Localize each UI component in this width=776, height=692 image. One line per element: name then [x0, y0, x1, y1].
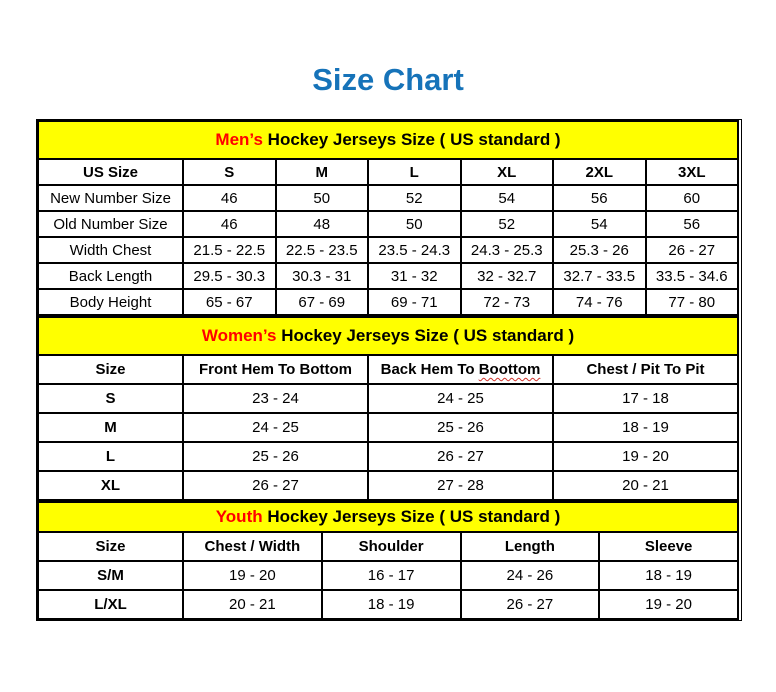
row-label: Width Chest: [38, 237, 183, 263]
column-header: 3XL: [646, 159, 739, 185]
size-value-cell: 26 - 27: [646, 237, 739, 263]
table-row: [38, 211, 738, 237]
womens-title-rest: Hockey Jerseys Size ( US standard ): [276, 326, 575, 345]
size-value-cell: 19 - 20: [599, 590, 738, 619]
row-label: S/M: [38, 561, 183, 590]
column-header: M: [276, 159, 369, 185]
column-header: Chest / Pit To Pit: [553, 355, 738, 384]
row-label: S: [38, 384, 183, 413]
mens-table-title: [38, 121, 738, 159]
size-value-cell: 18 - 19: [322, 590, 461, 619]
size-value-cell: 50: [276, 185, 369, 211]
size-value-cell: 31 - 32: [368, 263, 461, 289]
column-header: Sleeve: [599, 532, 738, 561]
table-row: [38, 263, 738, 289]
womens-title-accent: Women’s: [201, 326, 277, 345]
youth-title-rest: Hockey Jerseys Size ( US standard ): [262, 507, 561, 526]
table-row: [38, 317, 738, 355]
size-value-cell: 50: [368, 211, 461, 237]
size-value-cell: 32.7 - 33.5: [553, 263, 646, 289]
table-row: [38, 185, 738, 211]
size-value-cell: 24 - 25: [183, 413, 368, 442]
womens-table-title: [38, 317, 738, 355]
row-label: L: [38, 442, 183, 471]
table-row: [38, 121, 738, 159]
size-value-cell: 25.3 - 26: [553, 237, 646, 263]
youth-size-table: [37, 501, 739, 620]
mens-title-rest: Hockey Jerseys Size ( US standard ): [262, 130, 561, 149]
size-value-cell: 24 - 25: [368, 384, 553, 413]
table-row: [38, 413, 738, 442]
size-value-cell: 67 - 69: [276, 289, 369, 315]
table-row: [38, 384, 738, 413]
column-header: [368, 355, 553, 384]
womens-header-row: [38, 355, 738, 384]
table-row: [38, 561, 738, 590]
size-value-cell: 23 - 24: [183, 384, 368, 413]
page-title: Size Chart: [312, 62, 464, 97]
table-row: [38, 237, 738, 263]
size-value-cell: 26 - 27: [461, 590, 600, 619]
table-row: [38, 289, 738, 315]
size-value-cell: 26 - 27: [368, 442, 553, 471]
size-value-cell: 19 - 20: [183, 561, 322, 590]
size-value-cell: 48: [276, 211, 369, 237]
row-label: M: [38, 413, 183, 442]
size-value-cell: 27 - 28: [368, 471, 553, 500]
table-row: [38, 590, 738, 619]
size-value-cell: 77 - 80: [646, 289, 739, 315]
youth-title-accent: Youth: [215, 507, 263, 526]
mens-size-table: [37, 120, 739, 316]
size-value-cell: 24 - 26: [461, 561, 600, 590]
size-value-cell: 18 - 19: [599, 561, 738, 590]
size-value-cell: 19 - 20: [553, 442, 738, 471]
size-value-cell: 54: [553, 211, 646, 237]
size-value-cell: 17 - 18: [553, 384, 738, 413]
row-label: New Number Size: [38, 185, 183, 211]
column-header-text: Back Hem To: [380, 361, 479, 378]
column-header: Front Hem To Bottom: [183, 355, 368, 384]
size-value-cell: 72 - 73: [461, 289, 554, 315]
table-row: [38, 442, 738, 471]
mens-title-accent: Men’s: [215, 130, 263, 149]
column-header: L: [368, 159, 461, 185]
row-label: Back Length: [38, 263, 183, 289]
size-value-cell: 20 - 21: [553, 471, 738, 500]
size-value-cell: 22.5 - 23.5: [276, 237, 369, 263]
size-value-cell: 16 - 17: [322, 561, 461, 590]
size-value-cell: 46: [183, 185, 276, 211]
size-value-cell: 32 - 32.7: [461, 263, 554, 289]
column-header: Size: [38, 355, 183, 384]
row-label: Body Height: [38, 289, 183, 315]
row-label: XL: [38, 471, 183, 500]
column-header: Size: [38, 532, 183, 561]
size-value-cell: 25 - 26: [183, 442, 368, 471]
column-header: 2XL: [553, 159, 646, 185]
size-value-cell: 26 - 27: [183, 471, 368, 500]
size-value-cell: 24.3 - 25.3: [461, 237, 554, 263]
size-value-cell: 52: [461, 211, 554, 237]
mens-header-row: [38, 159, 738, 185]
table-row: [38, 502, 738, 532]
size-value-cell: 46: [183, 211, 276, 237]
size-value-cell: 23.5 - 24.3: [368, 237, 461, 263]
size-value-cell: 65 - 67: [183, 289, 276, 315]
size-value-cell: 18 - 19: [553, 413, 738, 442]
column-header: US Size: [38, 159, 183, 185]
misspelled-word: Boottom: [478, 361, 541, 378]
size-value-cell: 56: [646, 211, 739, 237]
size-value-cell: 21.5 - 22.5: [183, 237, 276, 263]
youth-table-title: [38, 502, 738, 532]
size-value-cell: 33.5 - 34.6: [646, 263, 739, 289]
row-label: Old Number Size: [38, 211, 183, 237]
size-value-cell: 69 - 71: [368, 289, 461, 315]
column-header: Length: [461, 532, 600, 561]
youth-header-row: [38, 532, 738, 561]
size-value-cell: 56: [553, 185, 646, 211]
column-header: Shoulder: [322, 532, 461, 561]
size-chart-tables: [36, 119, 742, 621]
size-value-cell: 30.3 - 31: [276, 263, 369, 289]
size-value-cell: 60: [646, 185, 739, 211]
column-header: XL: [461, 159, 554, 185]
size-value-cell: 52: [368, 185, 461, 211]
table-row: [38, 471, 738, 500]
column-header: S: [183, 159, 276, 185]
size-value-cell: 29.5 - 30.3: [183, 263, 276, 289]
column-header: Chest / Width: [183, 532, 322, 561]
size-value-cell: 25 - 26: [368, 413, 553, 442]
size-value-cell: 74 - 76: [553, 289, 646, 315]
size-value-cell: 20 - 21: [183, 590, 322, 619]
row-label: L/XL: [38, 590, 183, 619]
size-value-cell: 54: [461, 185, 554, 211]
womens-size-table: [37, 316, 739, 501]
